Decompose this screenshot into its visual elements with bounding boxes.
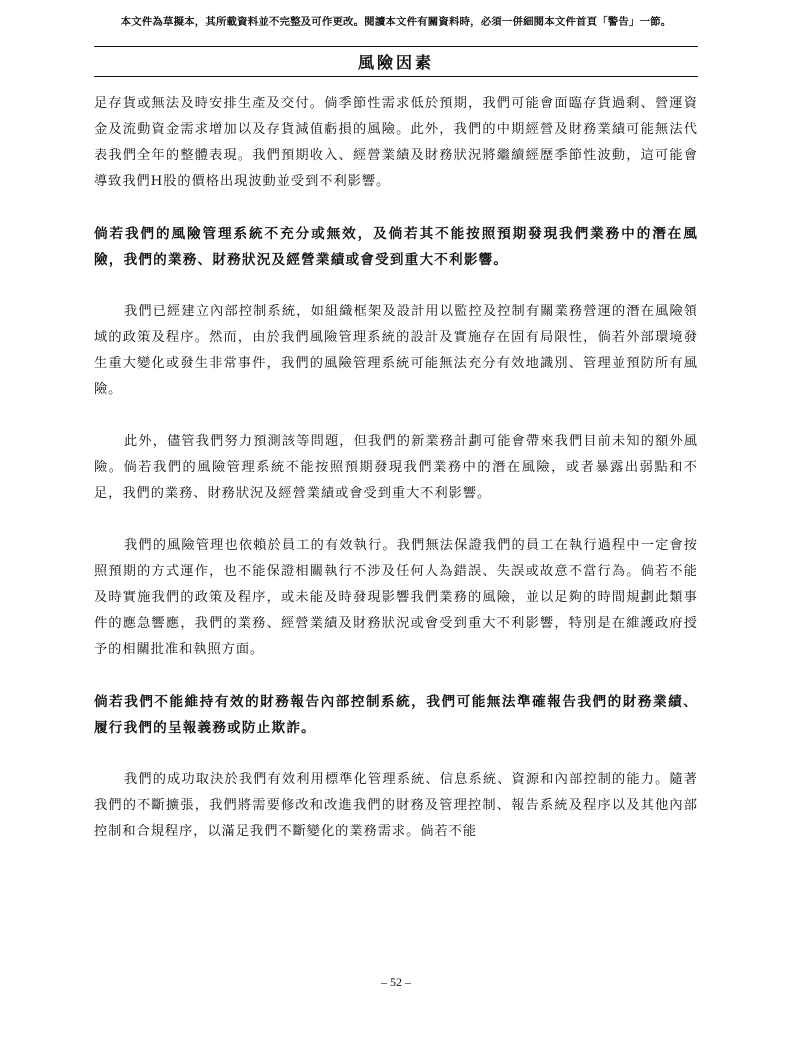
paragraph-seasonality: 足存貨或無法及時安排生產及交付。倘季節性需求低於預期，我們可能會面臨存貨過剩、營運資金及流動資金需求增加以及存貨減值虧損的風險。此外，我們的中期經營及財務業績可能無法代表我們全年的整體表現。我們預期收入、經營業績及財務狀況將繼續經歷季節性波動，這可能會導致我們H股的價格出現波動並受到不利影響。 [94, 96, 698, 189]
header-rule-bottom [94, 76, 698, 77]
draft-disclaimer: 本文件為草擬本，其所載資料並不完整及可作更改。閱讀本文件有關資料時，必須一併細閱本文件首頁「警告」一節。 [120, 16, 672, 28]
paragraph-internal-control-system: 我們已經建立內部控制系統，如組織框架及設計用以監控及控制有關業務營運的潛在風險領域的政策及程序。然而，由於我們風險管理系統的設計及實施存在固有局限性，倘若外部環境發生重大變化或發生非常事件，我們的風險管理系統可能無法充分有效地識別、管理並預防所有風險。 [94, 304, 698, 397]
risk-heading-risk-management: 倘若我們的風險管理系統不充分或無效，及倘若其不能按照預期發現我們業務中的潛在風險，我們的業務、財務狀況及經營業績或會受到重大不利影響。 [94, 226, 698, 268]
header-rule-top [94, 46, 698, 47]
paragraph-new-business-risks: 此外，儘管我們努力預測該等問題，但我們的新業務計劃可能會帶來我們目前未知的額外風險。倘若我們的風險管理系統不能按照預期發現我們業務中的潛在風險，或者暴露出弱點和不足，我們的業務、財務狀況及經營業績或會受到重大不利影響。 [94, 434, 698, 501]
risk-heading-financial-reporting: 倘若我們不能維持有效的財務報告內部控制系統，我們可能無法準確報告我們的財務業績、履行我們的呈報義務或防止欺詐。 [94, 694, 698, 736]
document-body [94, 91, 698, 871]
section-title: 風險因素 [357, 53, 434, 72]
paragraph-standardized-management: 我們的成功取決於我們有效利用標準化管理系統、信息系統、資源和內部控制的能力。隨著我們的不斷擴張，我們將需要修改和改進我們的財務及管理控制、報告系統及程序以及其他內部控制和合規程序，以滿足我們不斷變化的業務需求。倘若不能 [94, 772, 698, 839]
document-page [94, 0, 698, 1058]
paragraph-employee-execution: 我們的風險管理也依賴於員工的有效執行。我們無法保證我們的員工在執行過程中一定會按照預期的方式運作，也不能保證相關執行不涉及任何人為錯誤、失誤或故意不當行為。倘若不能及時實施我們的政策及程序，或未能及時發現影響我們業務的風險，並以足夠的時間規劃此類事件的應急響應，我們的業務、經營業績及財務狀況或會受到重大不利影響，特別是在維護政府授予的相關批准和執照方面。 [94, 538, 698, 657]
page-number: – 52 – [381, 975, 411, 989]
